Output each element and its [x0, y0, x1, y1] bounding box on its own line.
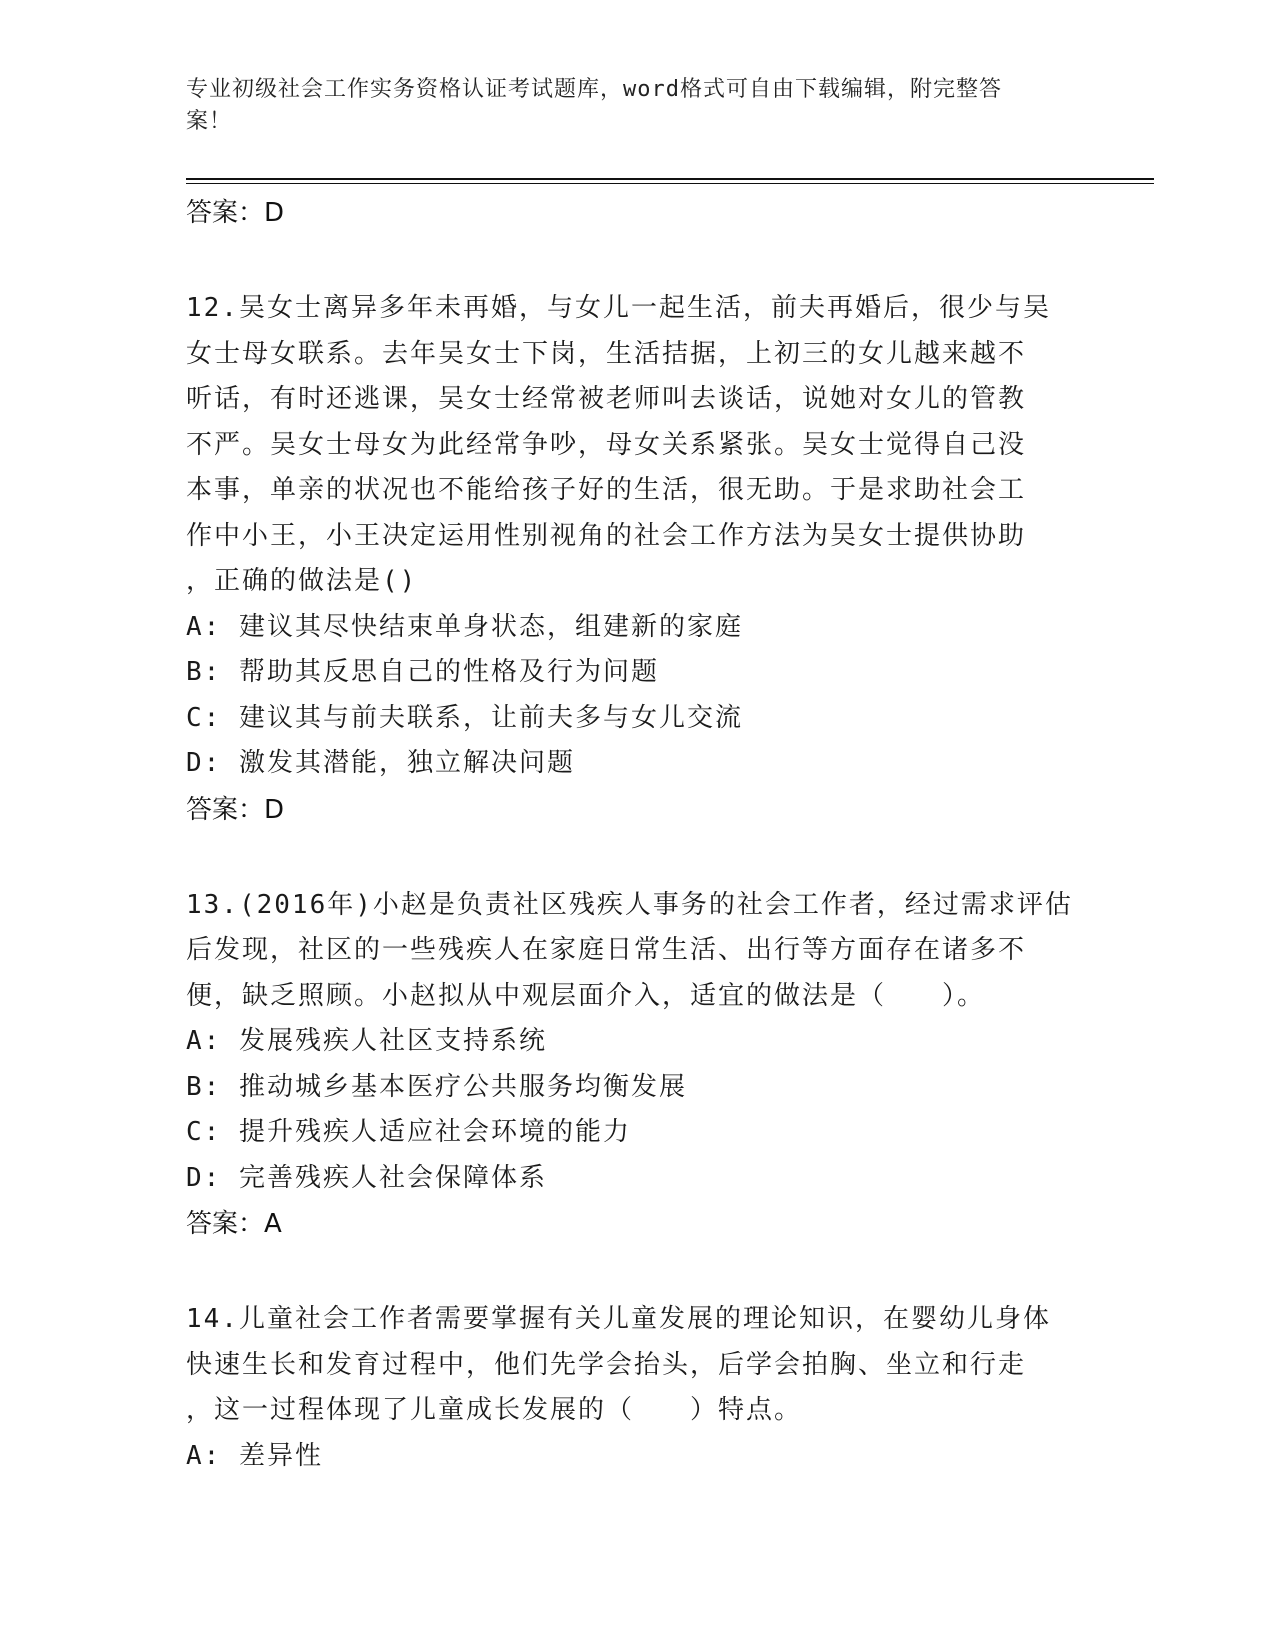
question-12-option-c: C: 建议其与前夫联系，让前夫多与女儿交流 [186, 702, 743, 733]
question-14-option-a: A: 差异性 [186, 1440, 323, 1471]
question-12-option-a: A: 建议其尽快结束单身状态，组建新的家庭 [186, 611, 743, 642]
spacer [186, 236, 1086, 286]
question-14-line-1: 14.儿童社会工作者需要掌握有关儿童发展的理论知识，在婴幼儿身体 [186, 1304, 1051, 1334]
question-13-option-b: B: 推动城乡基本医疗公共服务均衡发展 [186, 1071, 687, 1102]
header-line-1: 专业初级社会工作实务资格认证考试题库，word格式可自由下载编辑，附完整答 [186, 77, 1002, 102]
question-12-line-1: 12.吴女士离异多年未再婚，与女儿一起生活，前夫再婚后，很少与吴 [186, 293, 1051, 323]
question-14 [186, 1297, 1086, 1479]
header-line-2: 案！ [186, 109, 233, 134]
header-rule-thin [186, 183, 1154, 184]
question-13 [186, 883, 1086, 1248]
question-13-line-2: 后发现，社区的一些残疾人在家庭日常生活、出行等方面存在诸多不 [186, 935, 1027, 965]
question-13-option-c: C: 提升残疾人适应社会环境的能力 [186, 1117, 631, 1147]
question-12-answer: 答案：D [186, 794, 285, 825]
question-12-line-2: 女士母女联系。去年吴女士下岗，生活拮据，上初三的女儿越来越不 [186, 338, 1027, 369]
question-13-line-1: 13.(2016年)小赵是负责社区残疾人事务的社会工作者，经过需求评估 [186, 889, 1073, 920]
spacer [186, 1247, 1086, 1297]
page-header [186, 74, 1066, 138]
question-12 [186, 286, 1086, 833]
question-12-line-3: 听话，有时还逃课，吴女士经常被老师叫去谈话，说她对女儿的管教 [186, 384, 1027, 414]
question-12-line-6: 作中小王，小王决定运用性别视角的社会工作方法为吴女士提供协助 [186, 520, 1027, 551]
question-13-answer: 答案：A [186, 1209, 282, 1239]
question-13-option-a: A: 发展残疾人社区支持系统 [186, 1026, 547, 1056]
previous-answer: 答案：D [186, 198, 285, 228]
question-content [186, 190, 1086, 1479]
spacer [186, 833, 1086, 883]
question-12-line-4: 不严。吴女士母女为此经常争吵，母女关系紧张。吴女士觉得自己没 [186, 429, 1027, 460]
question-12-line-7: ，正确的做法是() [186, 566, 418, 596]
question-12-option-b: B: 帮助其反思自己的性格及行为问题 [186, 657, 659, 687]
question-14-line-2: 快速生长和发育过程中，他们先学会抬头，后学会拍胸、坐立和行走 [186, 1349, 1027, 1380]
question-14-line-3: ，这一过程体现了儿童成长发展的（ ）特点。 [186, 1395, 803, 1425]
question-13-line-3: 便，缺乏照顾。小赵拟从中观层面介入，适宜的做法是（ ）。 [186, 980, 986, 1011]
header-rule-thick [186, 178, 1154, 180]
question-12-line-5: 本事，单亲的状况也不能给孩子好的生活，很无助。于是求助社会工 [186, 475, 1027, 505]
question-13-option-d: D: 完善残疾人社会保障体系 [186, 1162, 547, 1193]
question-12-option-d: D: 激发其潜能，独立解决问题 [186, 748, 575, 778]
